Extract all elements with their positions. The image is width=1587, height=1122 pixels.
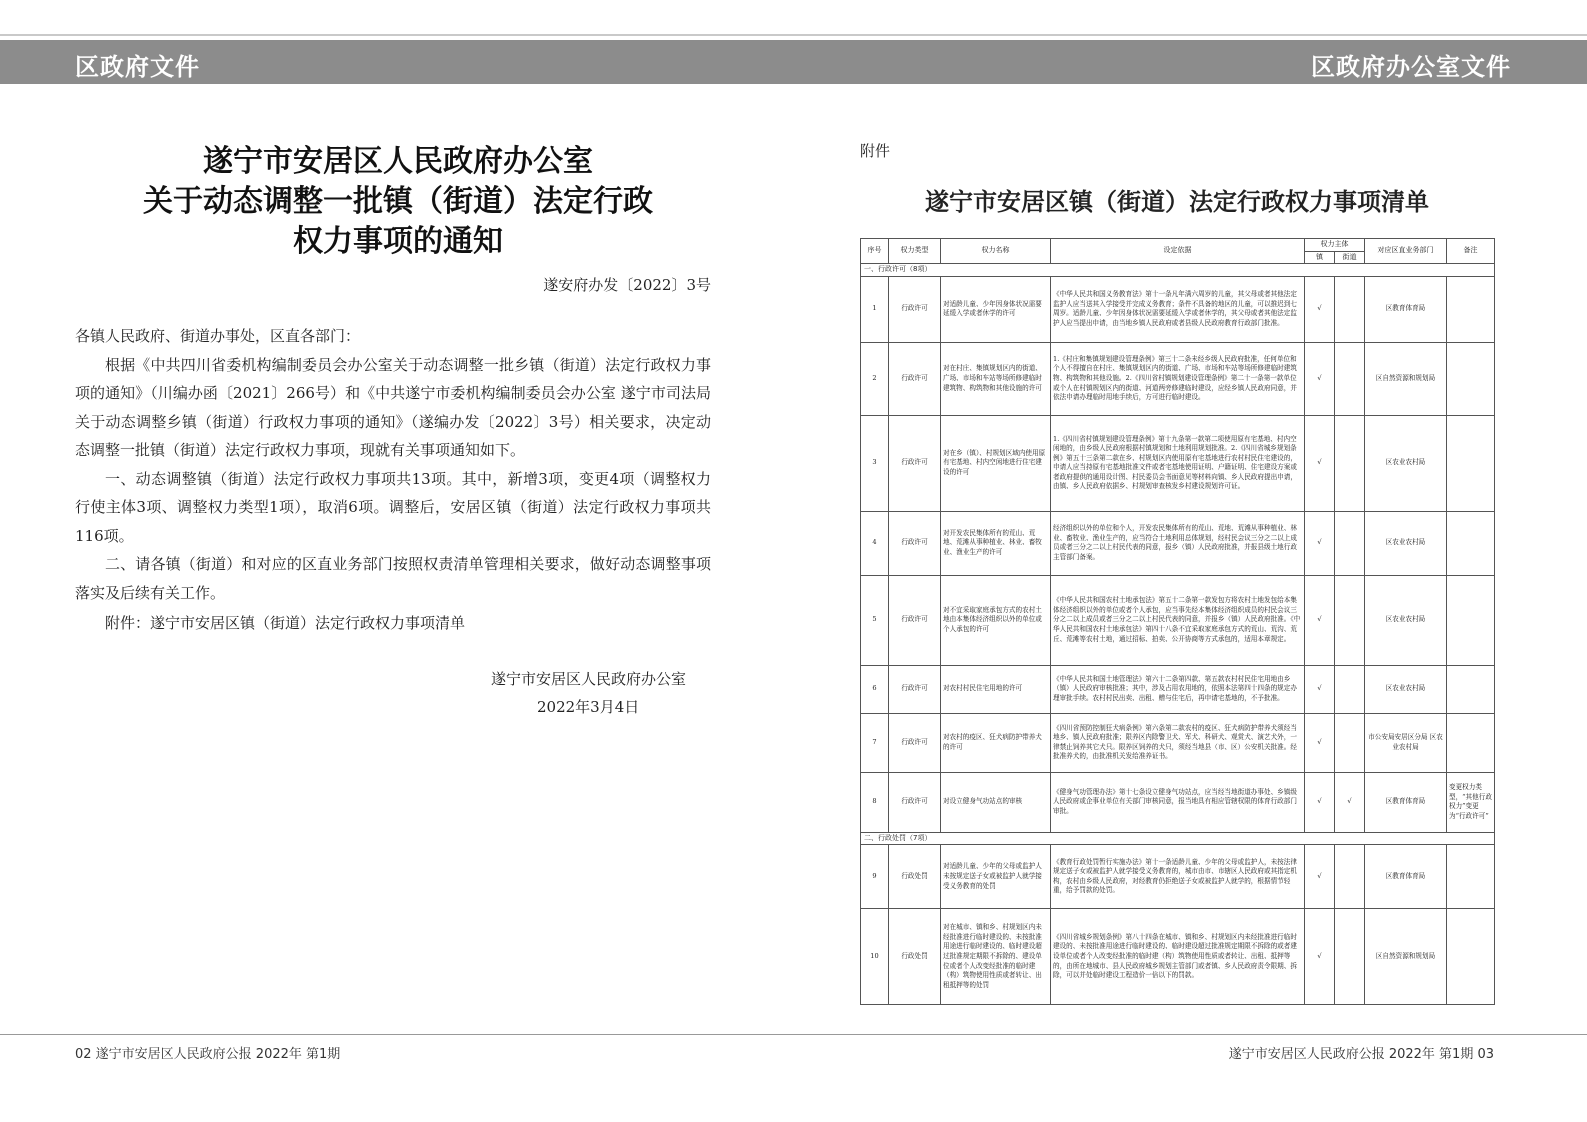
cell-note bbox=[1447, 342, 1495, 415]
cell-town: √ bbox=[1305, 575, 1335, 665]
cell-street bbox=[1335, 713, 1365, 772]
col-header-town: 镇 bbox=[1305, 251, 1335, 264]
paragraph: 二、请各镇（街道）和对应的区直业务部门按照权责清单管理相关要求，做好动态调整事项落实及后续有关工作。 bbox=[75, 555, 711, 602]
cell-basis: 《中华人民共和国农村土地承包法》第五十二条第一款发包方将农村土地发包给本集体经济组织以外的单位或者个人承包，应当事先经本集体经济组织成员的村民会议三分之二以上成员或者三分之二以上村民代表的同意，并报乡（镇）人民政府批准。《中华人民共和国农村土地承包法》第四十八条不宜采取家庭承包方式的荒山、荒沟、荒丘、荒滩等农村土地，通过招标、拍卖、公开协商等方式承包的，适用本章规定。 bbox=[1051, 575, 1305, 665]
cell-basis: 《四川省城乡规划条例》第八十四条在城市、镇和乡、村规划区内未经批准进行临时建设的、未按批准用途进行临时建设的、临时建设超过批准规定期限不拆除的或者建设单位或者个人改变经批准的临时建（构）筑物使用性质或者转让、出租、抵押等的，由所在地城市、县人民政府城乡规划主管部门或者镇、乡人民政府责令限期、拆除，可以并处临时建设工程造价一倍以下的罚款。 bbox=[1051, 909, 1305, 1005]
cell-dept: 区自然资源和规划局 bbox=[1365, 909, 1447, 1005]
cell-no: 3 bbox=[861, 415, 889, 511]
cell-type: 行政处罚 bbox=[889, 909, 941, 1005]
cell-name: 对设立健身气功站点的审核 bbox=[941, 772, 1051, 832]
cell-note bbox=[1447, 415, 1495, 511]
cell-basis: 《教育行政处罚暂行实施办法》第十一条适龄儿童、少年的父母或监护人，未按法律规定送子女或被监护人就学接受义务教育的，城市由市、市辖区人民政府或其指定机构，农村由乡级人民政府，对经教育仍拒绝送子女或被监护人就学的，根据情节轻重，给予罚款的处罚。 bbox=[1051, 845, 1305, 909]
cell-basis: 《健身气功管理办法》第十七条设立健身气功站点，应当经当地街道办事处、乡镇级人民政府或企事业单位有关部门审核同意，报当地具有相应管辖权限的体育行政部门审批。 bbox=[1051, 772, 1305, 832]
cell-type: 行政许可 bbox=[889, 575, 941, 665]
cell-town: √ bbox=[1305, 845, 1335, 909]
cell-no: 7 bbox=[861, 713, 889, 772]
cell-type: 行政处罚 bbox=[889, 845, 941, 909]
cell-dept: 区农业农村局 bbox=[1365, 665, 1447, 713]
cell-basis: 1.《四川省村镇规划建设管理条例》第十九条第一款第二项使用原有宅基地、村内空闲地的，由乡级人民政府根据村镇规划和土地利用规划批准。2.《四川省城乡规划条例》第五十三条第二款在乡、村规划区内使用原有宅基地进行农村村民住宅建设的，申请人应当持原有宅基地批准文件或者宅基地使用证明、户籍证明、住宅建设方案或者政府提供的通用设计图、村民委员会书面意见等材料向镇、乡人民政府提出申请，由镇、乡人民政府依据乡、村规划审查核发乡村建设规划许可证。 bbox=[1051, 415, 1305, 511]
cell-town: √ bbox=[1305, 276, 1335, 342]
paragraph: 根据《中共四川省委机构编制委员会办公室关于动态调整一批乡镇（街道）法定行政权力事项的通知》（川编办函〔2021〕266号）和《中共遂宁市委机构编制委员会办公室 遂宁市司法局关于动态调整乡镇（街道）行政权力事项的通知》（遂编办发〔2022〕3号）相关要求，决定动态调整一批镇（街道）法定行政权力事项，现就有关事项通知如下。 bbox=[75, 355, 711, 459]
cell-type: 行政许可 bbox=[889, 276, 941, 342]
cell-name: 对适龄儿童、少年的父母或监护人未按规定送子女或被监护人就学接受义务教育的处罚 bbox=[941, 845, 1051, 909]
table-row bbox=[861, 665, 1495, 713]
col-header-subject: 权力主体 bbox=[1305, 239, 1365, 252]
cell-type: 行政许可 bbox=[889, 342, 941, 415]
table-row bbox=[861, 511, 1495, 575]
footer-rule bbox=[0, 1034, 1587, 1035]
header-band-right bbox=[793, 40, 1587, 84]
cell-street bbox=[1335, 665, 1365, 713]
top-rule bbox=[0, 34, 1587, 36]
powers-table bbox=[860, 238, 1495, 1005]
cell-dept: 区农业农村局 bbox=[1365, 511, 1447, 575]
header-right-label: 区政府办公室文件 bbox=[1311, 53, 1511, 81]
notice-body bbox=[75, 322, 711, 607]
cell-town: √ bbox=[1305, 909, 1335, 1005]
header-band-left bbox=[0, 40, 793, 84]
table-row bbox=[861, 276, 1495, 342]
document-number: 遂安府办发〔2022〕3号 bbox=[543, 276, 711, 294]
table-row bbox=[861, 772, 1495, 832]
cell-no: 1 bbox=[861, 276, 889, 342]
section-header: 一、行政许可（8项） bbox=[861, 264, 1495, 277]
cell-note: 变更权力类型，“其他行政权力”变更为“行政许可” bbox=[1447, 772, 1495, 832]
footer-left: 02 遂宁市安居区人民政府公报 2022年 第1期 bbox=[75, 1047, 341, 1062]
cell-no: 5 bbox=[861, 575, 889, 665]
cell-name: 对不宜采取家庭承包方式的农村土地由本集体经济组织以外的单位或个人承包的许可 bbox=[941, 575, 1051, 665]
cell-name: 对在城市、镇和乡、村规划区内未经批准进行临时建设的、未按批准用途进行临时建设的、临时建设超过批准规定期限不拆除的、建设单位或者个人改变经批准的临时建（构）筑物使用性质或者转让、出租抵押等的处罚 bbox=[941, 909, 1051, 1005]
cell-type: 行政许可 bbox=[889, 415, 941, 511]
annex-title: 遂宁市安居区镇（街道）法定行政权力事项清单 bbox=[925, 188, 1429, 216]
cell-note bbox=[1447, 845, 1495, 909]
cell-note bbox=[1447, 713, 1495, 772]
col-header-note: 备注 bbox=[1447, 239, 1495, 264]
cell-town: √ bbox=[1305, 415, 1335, 511]
cell-town: √ bbox=[1305, 342, 1335, 415]
cell-dept: 区教育体育局 bbox=[1365, 845, 1447, 909]
col-header-dept: 对应区直业务部门 bbox=[1365, 239, 1447, 264]
cell-note bbox=[1447, 511, 1495, 575]
cell-basis: 《四川省预防控制狂犬病条例》第六条第二款农村的疫区、狂犬病防护带养犬须经当地乡、镇人民政府批准；限养区内除警卫犬、军犬、科研犬、观赏犬、演艺犬外，一律禁止饲养其它犬只。限养区饲养的犬只，须经当地县（市、区）公安机关批准。经批准养犬的，由批准机关发给准养证书。 bbox=[1051, 713, 1305, 772]
annex-label: 附件 bbox=[860, 142, 891, 160]
cell-dept: 区教育体育局 bbox=[1365, 276, 1447, 342]
cell-dept: 区农业农村局 bbox=[1365, 575, 1447, 665]
cell-type: 行政许可 bbox=[889, 665, 941, 713]
notice-title-line: 遂宁市安居区人民政府办公室 bbox=[203, 144, 593, 179]
cell-town: √ bbox=[1305, 713, 1335, 772]
header-left-label: 区政府文件 bbox=[75, 53, 200, 81]
cell-note bbox=[1447, 665, 1495, 713]
table-row bbox=[861, 909, 1495, 1005]
cell-note bbox=[1447, 276, 1495, 342]
cell-street bbox=[1335, 845, 1365, 909]
cell-name: 对在村庄、集镇规划区内的街道、广场、市场和车站等场所修建临时建筑物、构筑物和其他设施的许可 bbox=[941, 342, 1051, 415]
col-header-name: 权力名称 bbox=[941, 239, 1051, 264]
salutation: 各镇人民政府、街道办事处，区直各部门： bbox=[75, 327, 361, 345]
cell-town: √ bbox=[1305, 665, 1335, 713]
cell-street bbox=[1335, 909, 1365, 1005]
cell-dept: 区自然资源和规划局 bbox=[1365, 342, 1447, 415]
section-header: 二、行政处罚（7项） bbox=[861, 832, 1495, 845]
cell-basis: 《中华人民共和国土地管理法》第六十二条第四款、第五款农村村民住宅用地由乡（镇）人民政府审核批准；其中，涉及占用农用地的，依照本法第四十四条的规定办理审批手续。农村村民出卖、出租、赠与住宅后，再申请宅基地的，不予批准。 bbox=[1051, 665, 1305, 713]
col-header-type: 权力类型 bbox=[889, 239, 941, 264]
cell-no: 6 bbox=[861, 665, 889, 713]
table-row bbox=[861, 575, 1495, 665]
col-header-no: 序号 bbox=[861, 239, 889, 264]
signature-date: 2022年3月4日 bbox=[537, 698, 640, 716]
signature-organization: 遂宁市安居区人民政府办公室 bbox=[491, 670, 687, 688]
cell-type: 行政许可 bbox=[889, 713, 941, 772]
cell-street bbox=[1335, 342, 1365, 415]
cell-dept: 区农业农村局 bbox=[1365, 415, 1447, 511]
cell-type: 行政许可 bbox=[889, 511, 941, 575]
table-row bbox=[861, 415, 1495, 511]
table-row bbox=[861, 713, 1495, 772]
cell-no: 8 bbox=[861, 772, 889, 832]
attachment-reference: 附件：遂宁市安居区镇（街道）法定行政权力事项清单 bbox=[105, 614, 466, 632]
cell-street bbox=[1335, 276, 1365, 342]
notice-title bbox=[75, 142, 721, 262]
paragraph: 一、动态调整镇（街道）法定行政权力事项共13项。其中，新增3项，变更4项（调整权力行使主体3项、调整权力类型1项），取消6项。调整后，安居区镇（街道）法定行政权力事项共116项。 bbox=[75, 469, 711, 545]
cell-dept: 区教育体育局 bbox=[1365, 772, 1447, 832]
cell-name: 对农村的疫区、狂犬病防护带养犬的许可 bbox=[941, 713, 1051, 772]
cell-basis: 《中华人民共和国义务教育法》第十一条凡年满六周岁的儿童，其父母或者其他法定监护人应当送其入学接受并完成义务教育；条件不具备的地区的儿童，可以推迟到七周岁。适龄儿童、少年因身体状况需要延缓入学或者休学的，其父母或者其他法定监护人应当提出申请，由当地乡镇人民政府或者县级人民政府教育行政部门批准。 bbox=[1051, 276, 1305, 342]
cell-name: 对农村村民住宅用地的许可 bbox=[941, 665, 1051, 713]
cell-street bbox=[1335, 575, 1365, 665]
cell-town: √ bbox=[1305, 772, 1335, 832]
cell-no: 4 bbox=[861, 511, 889, 575]
cell-note bbox=[1447, 909, 1495, 1005]
cell-name: 对适龄儿童、少年因身体状况需要延缓入学或者休学的许可 bbox=[941, 276, 1051, 342]
footer-right: 遂宁市安居区人民政府公报 2022年 第1期 03 bbox=[1228, 1047, 1494, 1062]
cell-town: √ bbox=[1305, 511, 1335, 575]
cell-note bbox=[1447, 575, 1495, 665]
cell-street: √ bbox=[1335, 772, 1365, 832]
cell-no: 9 bbox=[861, 845, 889, 909]
cell-type: 行政许可 bbox=[889, 772, 941, 832]
cell-dept: 市公安局安居区分局 区农业农村局 bbox=[1365, 713, 1447, 772]
table-row bbox=[861, 845, 1495, 909]
notice-title-line: 关于动态调整一批镇（街道）法定行政 bbox=[143, 184, 653, 219]
cell-name: 对开发农民集体所有的荒山、荒地、荒滩从事种植业、林业、畜牧业、渔业生产的许可 bbox=[941, 511, 1051, 575]
cell-street bbox=[1335, 415, 1365, 511]
cell-basis: 经济组织以外的单位和个人，开发农民集体所有的荒山、荒地、荒滩从事种植业、林业、畜牧业、渔业生产的，应当符合土地利用总体规划，经村民会议三分之二以上成员或者三分之二以上村民代表的同意，报乡（镇）人民政府批准，并报县级土地行政主管部门备案。 bbox=[1051, 511, 1305, 575]
cell-no: 2 bbox=[861, 342, 889, 415]
table-row bbox=[861, 342, 1495, 415]
col-header-basis: 设定依据 bbox=[1051, 239, 1305, 264]
notice-title-line: 权力事项的通知 bbox=[293, 224, 503, 259]
col-header-street: 街道 bbox=[1335, 251, 1365, 264]
cell-street bbox=[1335, 511, 1365, 575]
cell-basis: 1.《村庄和集镇规划建设管理条例》第三十二条未经乡级人民政府批准，任何单位和个人不得擅自在村庄、集镇规划区内的街道、广场、市场和车站等场所修建临时建筑物、构筑物和其他设施。2.《四川省村镇规划建设管理条例》第二十一条第一款单位或个人在村镇规划区内的街道、河道两旁修建临时建设，应经乡镇人民政府同意，并依法申请办理临时用地手续后，方可进行临时建设。 bbox=[1051, 342, 1305, 415]
cell-no: 10 bbox=[861, 909, 889, 1005]
cell-name: 对在乡（镇）、村规划区域内使用原有宅基地、村内空闲地进行住宅建设的许可 bbox=[941, 415, 1051, 511]
